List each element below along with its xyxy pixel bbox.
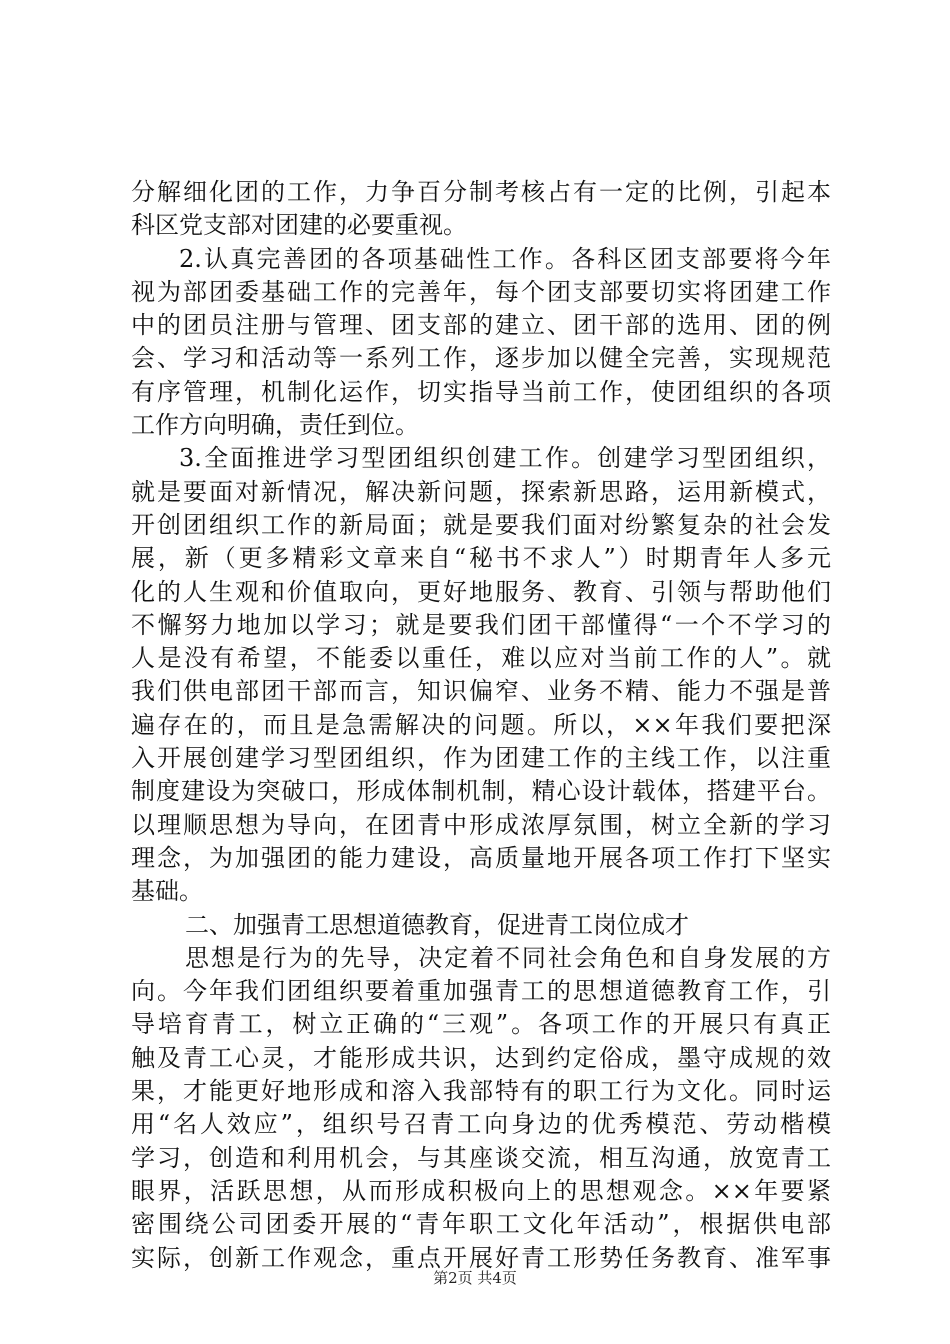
text-line: 展，新（更多精彩文章来自“秘书不求人”）时期青年人多元 [131,544,831,573]
text-line: 导培育青工，树立正确的“三观”。各项工作的开展只有真正 [131,1010,831,1039]
text-line: 基础。 [131,877,203,906]
text-line: 中的团员注册与管理、团支部的建立、团干部的选用、团的例 [131,311,831,340]
text-line: 密围绕公司团委开展的“青年职工文化年活动”，根据供电部 [131,1210,831,1239]
text-line: 入开展创建学习型团组织，作为团建工作的主线工作，以注重 [131,744,831,773]
text-line: 分解细化团的工作，力争百分制考核占有一定的比例，引起本 [131,178,831,206]
text-line: 制度建设为突破口，形成体制机制，精心设计载体，搭建平台。 [131,777,831,806]
text-line: 实际，创新工作观念，重点开展好青工形势任务教育、准军事 [131,1243,831,1272]
text-line: 科区党支部对团建的必要重视。 [131,211,467,240]
document-body [131,176,831,1275]
text-line: 学习，创造和利用机会，与其座谈交流，相互沟通，放宽青工 [131,1143,831,1172]
text-line: 2.认真完善团的各项基础性工作。各科区团支部要将今年 [179,244,831,273]
text-line: 化的人生观和价值取向，更好地服务、教育、引领与帮助他们 [131,577,831,606]
text-line: 3.全面推进学习型团组织创建工作。创建学习型团组织， [179,444,831,473]
text-line: 思想是行为的先导，决定着不同社会角色和自身发展的方 [185,943,831,972]
text-line: 开创团组织工作的新局面；就是要我们面对纷繁复杂的社会发 [131,510,831,539]
text-line: 人是没有希望，不能委以重任，难以应对当前工作的人”。就 [131,644,831,673]
text-line: 果，才能更好地形成和溶入我部特有的职工行为文化。同时运 [131,1077,831,1106]
text-line: 视为部团委基础工作的完善年，每个团支部要切实将团建工作 [131,277,831,306]
text-line: 以理顺思想为导向，在团青中形成浓厚氛围，树立全新的学习 [131,810,831,839]
text-line: 有序管理，机制化运作，切实指导当前工作，使团组织的各项 [131,377,831,406]
page-footer: 第2页 共4页 [433,1269,517,1287]
text-line: 向。今年我们团组织要着重加强青工的思想道德教育工作，引 [131,977,831,1006]
text-line: 用“名人效应”，组织号召青工向身边的优秀模范、劳动楷模 [131,1110,831,1139]
text-line: 就是要面对新情况，解决新问题，探索新思路，运用新模式， [131,477,831,506]
text-line: 会、学习和活动等一系列工作，逐步加以健全完善，实现规范 [131,344,831,373]
text-line: 我们供电部团干部而言，知识偏窄、业务不精、能力不强是普 [131,677,831,706]
text-line: 二、加强青工思想道德教育，促进青工岗位成才 [185,910,689,939]
text-line: 不懈努力地加以学习；就是要我们团干部懂得“一个不学习的 [131,610,831,639]
text-line: 眼界，活跃思想，从而形成积极向上的思想观念。××年要紧 [131,1176,831,1205]
text-line: 工作方向明确，责任到位。 [131,411,419,440]
text-line: 理念，为加强团的能力建设，高质量地开展各项工作打下坚实 [131,843,831,872]
text-line: 遍存在的，而且是急需解决的问题。所以，××年我们要把深 [131,710,831,739]
text-line: 触及青工心灵，才能形成共识，达到约定俗成，墨守成规的效 [131,1043,831,1072]
